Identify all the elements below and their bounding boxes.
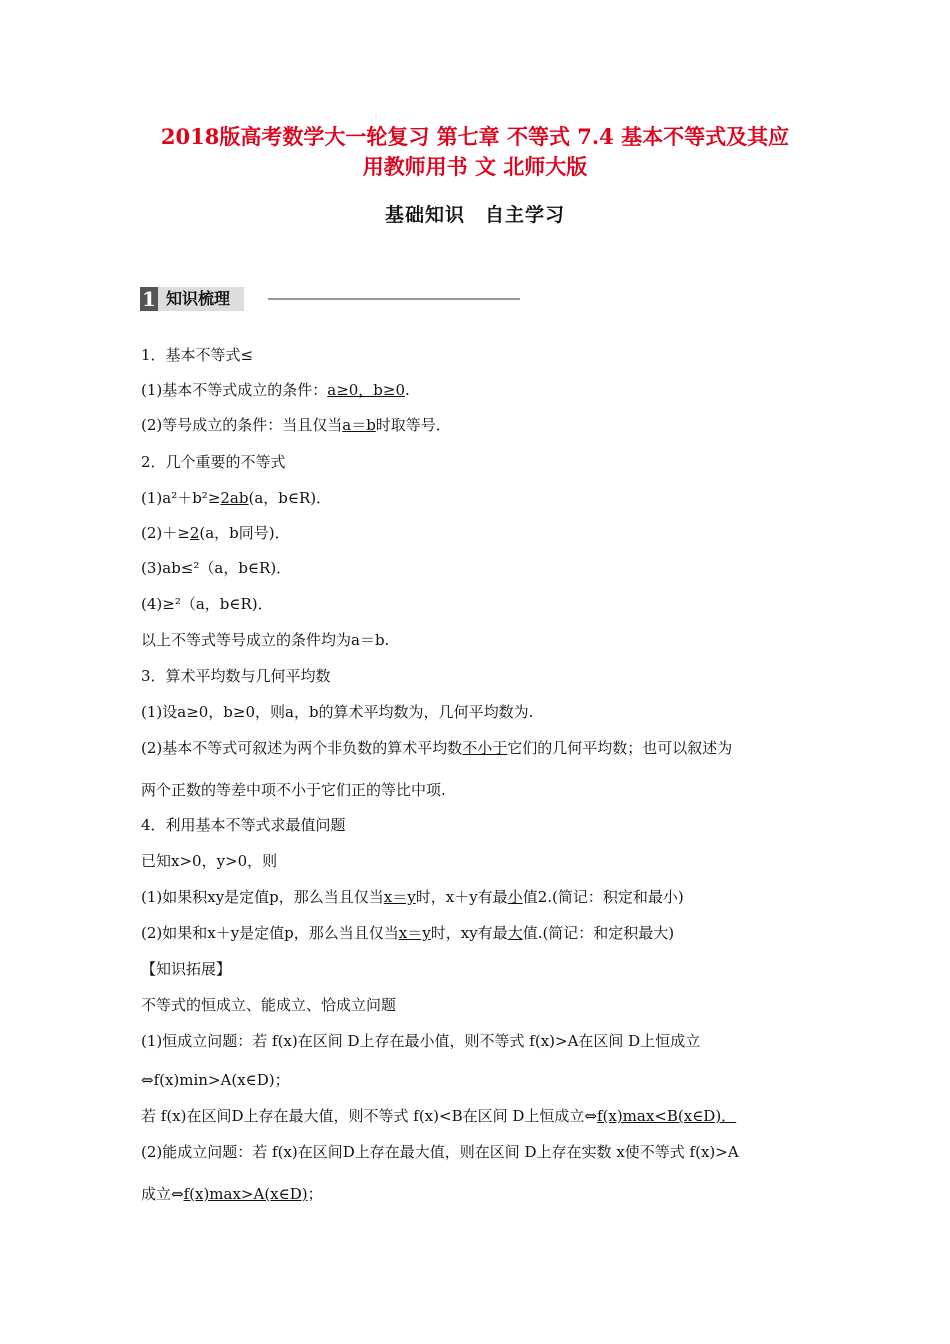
section-divider <box>268 298 520 300</box>
item-3-1: (1)设a≥0，b≥0，则a，b的算术平均数为，几何平均数为. <box>141 703 534 721</box>
extension-2: (2)能成立问题：若 f(x)在区间D上存在最大值，则在区间 D上存在实数 x使不等式 f(x)>A <box>141 1143 739 1161</box>
item-4-2: (2)如果和x＋y是定值p，那么当且仅当x＝y时，xy有最大值.(简记：和定积最大) <box>141 924 675 942</box>
extension-intro: 不等式的恒成立、能成立、恰成立问题 <box>141 996 397 1014</box>
item-1-1: (1)基本不等式成立的条件：a≥0，b≥0. <box>141 381 410 399</box>
document-title-line-1: 2018版高考数学大一轮复习 第七章 不等式 7.4 基本不等式及其应 <box>160 124 790 149</box>
item-4-heading: 4．利用基本不等式求最值问题 <box>141 816 346 834</box>
item-2-4: (4)≥²（a，b∈R)． <box>141 595 273 613</box>
extension-1-max: 若 f(x)在区间D上存在最大值，则不等式 f(x)<B在区间 D上恒成立⇔f(x)max<B(x∈D)． <box>141 1107 737 1125</box>
item-1-heading: 1．基本不等式≤ <box>141 346 254 364</box>
item-2-3: (3)ab≤²（a，b∈R)． <box>141 559 292 577</box>
item-4-intro: 已知x>0，y>0，则 <box>141 852 278 870</box>
document-title-line-2: 用教师用书 文 北师大版 <box>362 154 588 179</box>
item-3-heading: 3．算术平均数与几何平均数 <box>141 667 331 685</box>
item-2-2: (2)＋≥2(a，b同号)． <box>141 524 290 542</box>
item-2-note: 以上不等式等号成立的条件均为a＝b. <box>141 631 390 649</box>
item-2-heading: 2．几个重要的不等式 <box>141 453 286 471</box>
item-4-1: (1)如果积xy是定值p，那么当且仅当x＝y时，x＋y有最小值2.(简记：积定和最小) <box>141 888 684 906</box>
extension-1: (1)恒成立问题：若 f(x)在区间 D上存在最小值，则不等式 f(x)>A在区间 D上恒成立 <box>141 1032 701 1050</box>
item-1-2: (2)等号成立的条件：当且仅当a＝b时取等号． <box>141 416 451 434</box>
item-3-3: 两个正数的等差中项不小于它们正的等比中项. <box>141 781 446 799</box>
section-heading <box>140 287 244 311</box>
item-2-1: (1)a²＋b²≥2ab(a，b∈R)． <box>141 489 332 507</box>
extension-2-cont: 成立⇔f(x)max>A(x∈D)； <box>141 1185 323 1203</box>
section-label: 知识梳理 <box>158 287 244 311</box>
item-3-2: (2)基本不等式可叙述为两个非负数的算术平均数不小于它们的几何平均数；也可以叙述为 <box>141 739 733 757</box>
extension-heading: 【知识拓展】 <box>141 960 232 978</box>
section-subtitle: 基础知识 自主学习 <box>384 204 565 226</box>
extension-1-cont: ⇔f(x)min>A(x∈D)； <box>141 1071 290 1089</box>
section-number: 1 <box>140 287 158 311</box>
